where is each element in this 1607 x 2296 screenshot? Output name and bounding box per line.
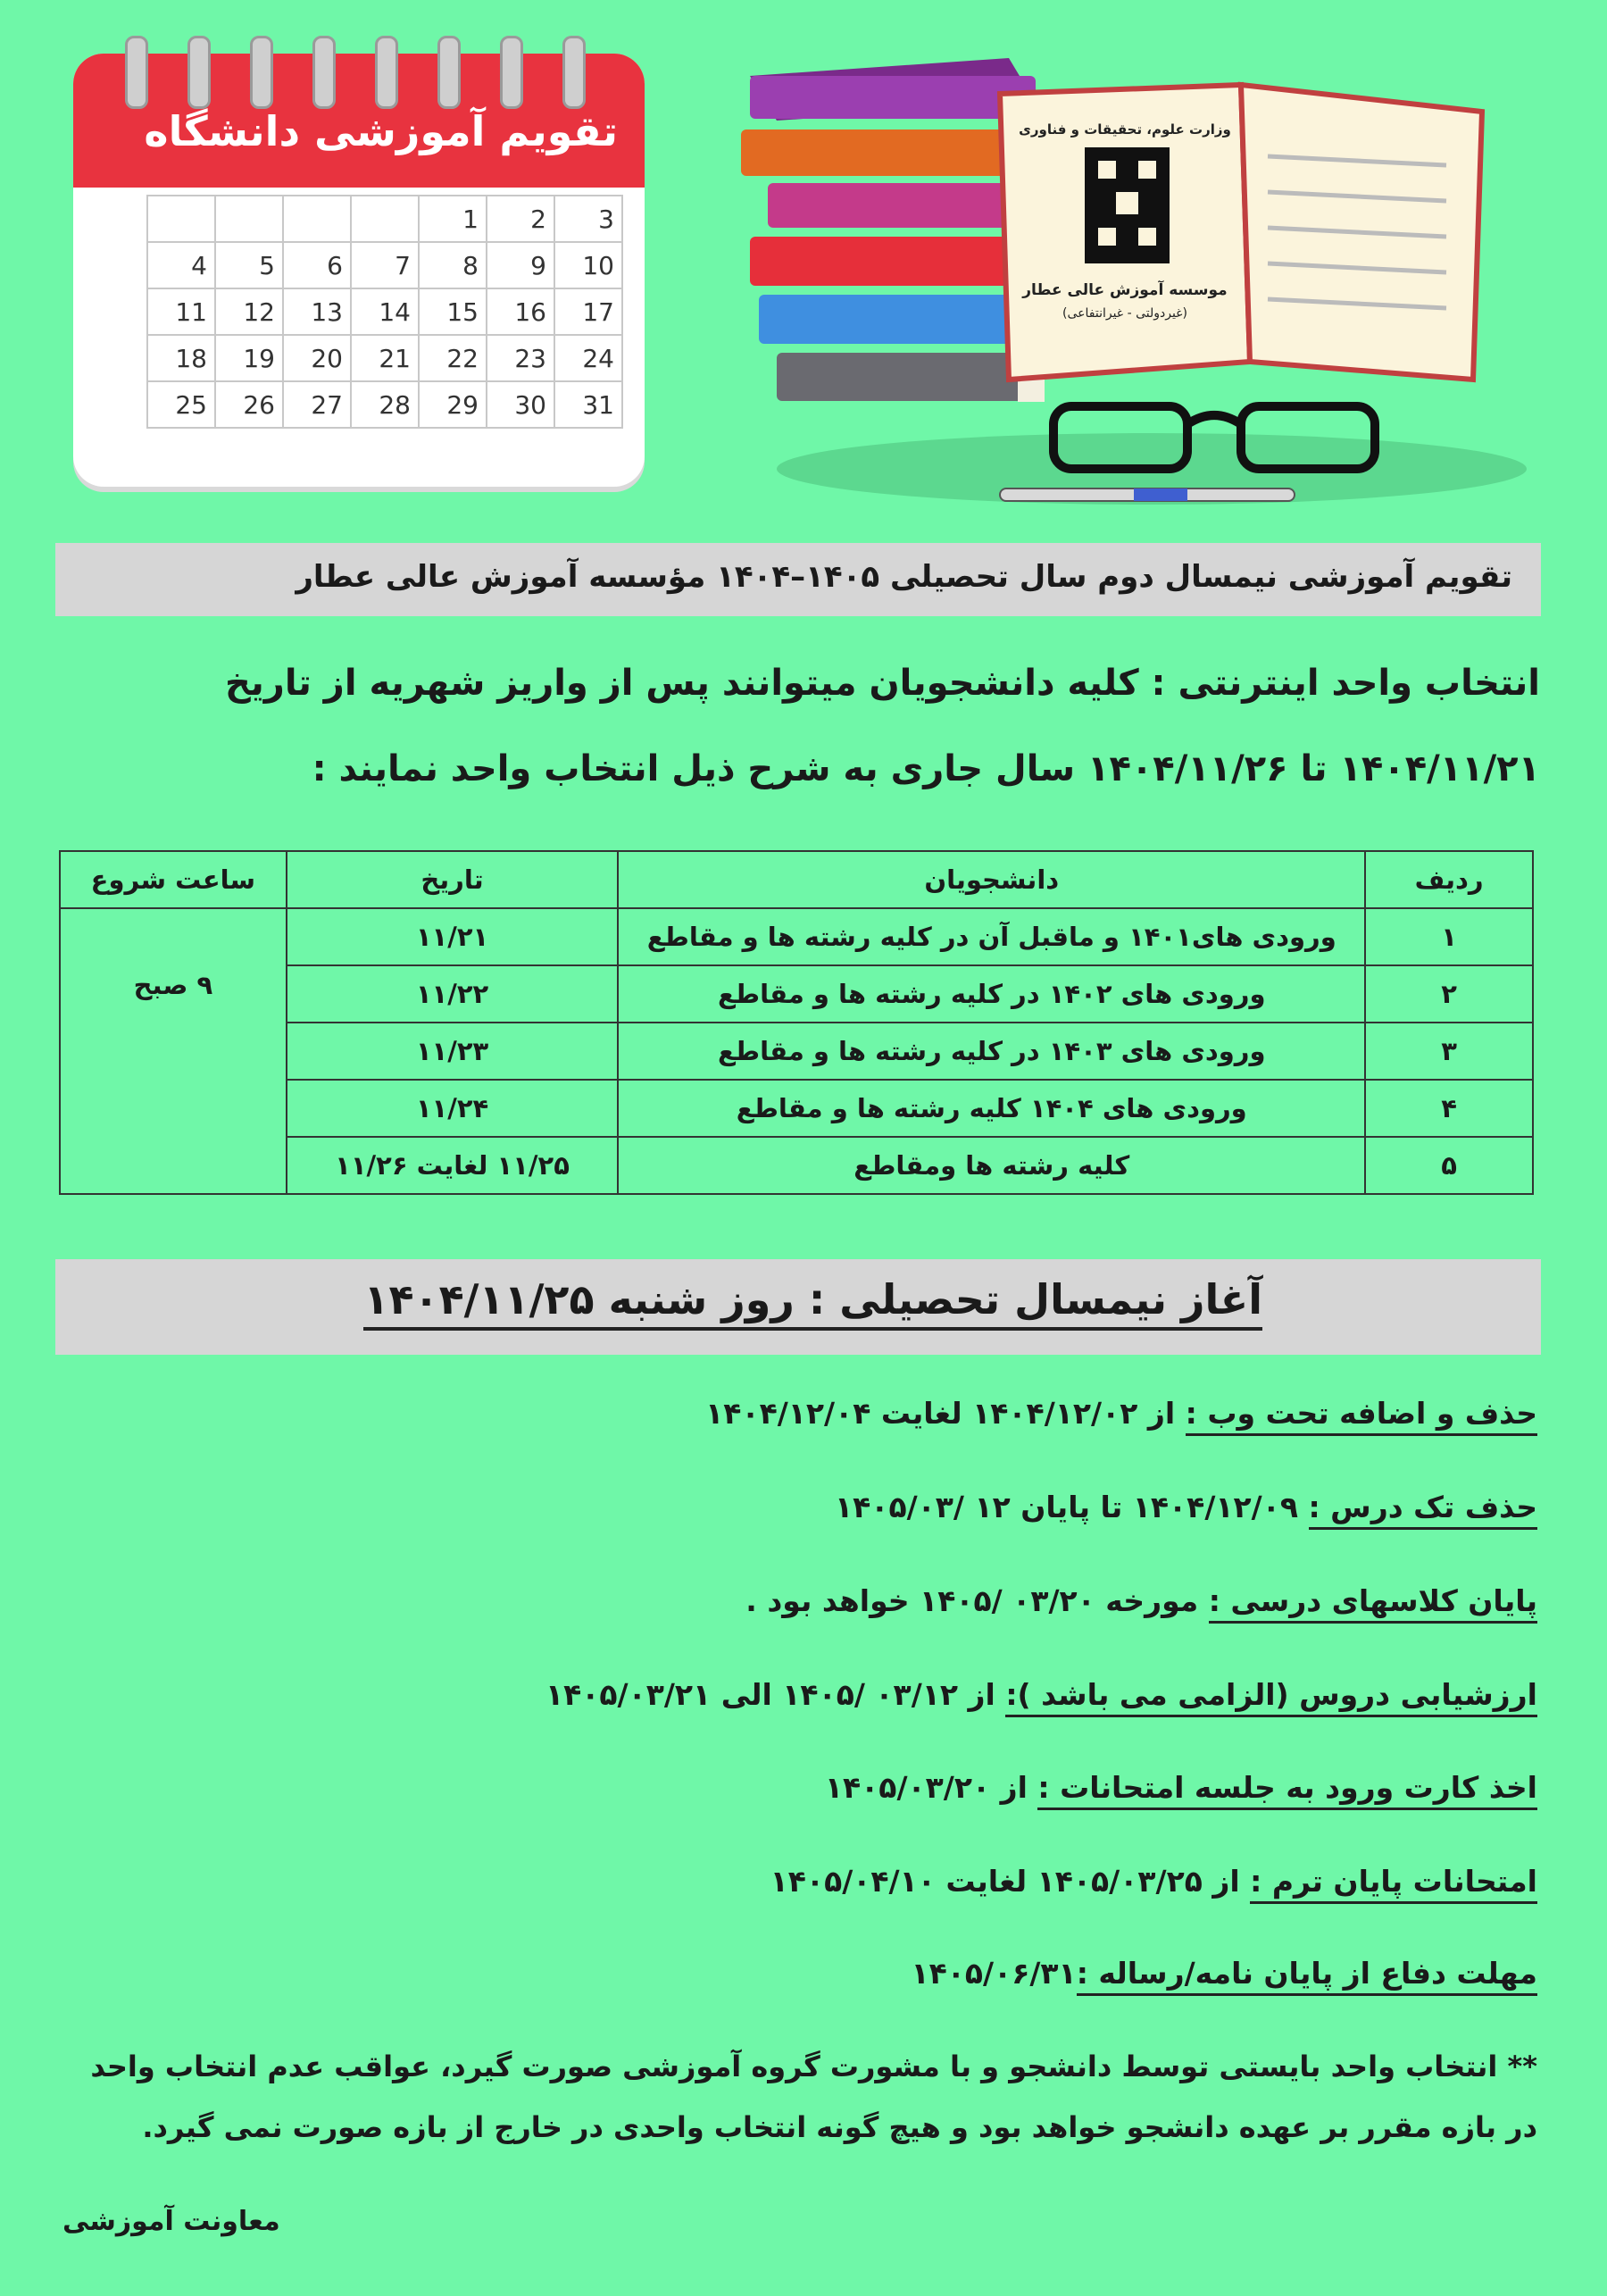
semester-start-text: آغاز نیمسال تحصیلی : روز شنبه ۱۴۰۴/۱۱/۲۵ <box>363 1275 1262 1331</box>
calendar-day: 28 <box>351 381 419 428</box>
item-value: از ۱۴۰۵/۰۳/۲۵ لغایت ۱۴۰۵/۰۴/۱۰ <box>770 1864 1251 1899</box>
calendar-day <box>147 196 215 242</box>
table-row <box>60 908 1533 965</box>
intro-line-1: انتخاب واحد اینترنتی : کلیه دانشجویان میتوانند پس از واریز شهریه از تاریخ <box>224 663 1540 704</box>
calendar-day: 31 <box>554 381 622 428</box>
calendar-day: 20 <box>283 335 351 381</box>
item-label: ارزشیابی دروس (الزامی می باشد ): <box>1005 1677 1537 1717</box>
logo-note-text: (غیردولتی - غیرانتفاعی) <box>1062 306 1187 321</box>
item-label: پایان کلاسهای درسی : <box>1209 1583 1537 1624</box>
calendar-week <box>147 196 622 242</box>
cell-row-number: ۴ <box>1365 1080 1533 1137</box>
cell-row-number: ۳ <box>1365 1023 1533 1080</box>
calendar-day: 26 <box>215 381 283 428</box>
calendar-ring-icon <box>312 36 336 109</box>
calendar-day: 15 <box>419 288 487 335</box>
calendar-day: 18 <box>147 335 215 381</box>
logo-institute-text: موسسه آموزش عالی عطار <box>1022 281 1228 299</box>
calendar-day: 24 <box>554 335 622 381</box>
calendar-day: 25 <box>147 381 215 428</box>
cell-date: ۱۱/۲۵ لغایت ۱۱/۲۶ <box>287 1137 619 1194</box>
logo-ministry-text: وزارت علوم، تحقیقات و فناوری <box>1019 121 1231 138</box>
info-item-classes-end <box>745 1583 1537 1618</box>
calendar-ring-icon <box>562 36 586 109</box>
cell-students: ورودی های۱۴۰۱ و ماقبل آن در کلیه رشته ها و مقاطع <box>618 908 1365 965</box>
cell-date: ۱۱/۲۱ <box>287 908 619 965</box>
calendar-day: 11 <box>147 288 215 335</box>
calendar-ring-icon <box>250 36 273 109</box>
calendar-ring-icon <box>437 36 461 109</box>
cell-row-number: ۲ <box>1365 965 1533 1023</box>
info-item-evaluation <box>545 1677 1537 1712</box>
calendar-day: 17 <box>554 288 622 335</box>
books-illustration <box>741 49 1562 513</box>
item-label: حذف و اضافه تحت وب : <box>1186 1396 1537 1436</box>
calendar-illustration <box>73 36 645 487</box>
calendar-week <box>147 381 622 428</box>
title-bar <box>55 543 1541 616</box>
calendar-ring-icon <box>500 36 523 109</box>
calendar-day: 23 <box>487 335 554 381</box>
calendar-day: 30 <box>487 381 554 428</box>
intro-line-2: ۱۴۰۴/۱۱/۲۱ تا ۱۴۰۴/۱۱/۲۶ سال جاری به شرح ذیل انتخاب واحد نمایند : <box>312 748 1540 789</box>
page-title: تقویم آموزشی نیمسال دوم سال تحصیلی ۱۴۰۵–۱۴۰۴ مؤسسه آموزش عالی عطار <box>296 559 1512 595</box>
calendar-day: 29 <box>419 381 487 428</box>
cell-date: ۱۱/۲۲ <box>287 965 619 1023</box>
calendar-day: 27 <box>283 381 351 428</box>
calendar-day: 3 <box>554 196 622 242</box>
calendar-day: 8 <box>419 242 487 288</box>
signature: معاونت آموزشی <box>62 2206 280 2237</box>
calendar-day: 21 <box>351 335 419 381</box>
calendar-ring-icon <box>187 36 211 109</box>
calendar-day: 4 <box>147 242 215 288</box>
note-line-2: در بازه مقرر بر عهده دانشجو خواهد بود و هیچ گونه انتخاب واحدی در خارج از بازه صورت نمی گیرد. <box>142 2110 1537 2144</box>
info-item-exam-card <box>825 1770 1537 1805</box>
calendar-day: 6 <box>283 242 351 288</box>
calendar-day: 5 <box>215 242 283 288</box>
calendar-day <box>215 196 283 242</box>
schedule-table <box>59 850 1534 1195</box>
info-item-final-exams <box>770 1864 1537 1899</box>
info-item-thesis-deadline <box>911 1956 1537 1991</box>
calendar-day: 7 <box>351 242 419 288</box>
info-item-single-drop <box>835 1490 1537 1524</box>
item-value: از ۱۴۰۵/۰۳/۲۰ <box>824 1770 1038 1805</box>
cell-row-number: ۵ <box>1365 1137 1533 1194</box>
item-label: حذف تک درس : <box>1309 1490 1538 1530</box>
cell-students: کلیه رشته ها ومقاطع <box>618 1137 1365 1194</box>
item-value: ۱۴۰۵/۰۶/۳۱ <box>911 1956 1077 1991</box>
calendar-ring-icon <box>125 36 148 109</box>
calendar-day: 13 <box>283 288 351 335</box>
calendar-week <box>147 335 622 381</box>
calendar-day: 19 <box>215 335 283 381</box>
calendar-day: 12 <box>215 288 283 335</box>
item-value: مورخه ۰۳/۲۰ /۱۴۰۵ خواهد بود . <box>745 1583 1209 1618</box>
header-row-number: ردیف <box>1365 851 1533 908</box>
item-value: ۱۴۰۴/۱۲/۰۹ تا پایان ۱۲ /۱۴۰۵/۰۳ <box>835 1490 1309 1524</box>
pen-icon <box>1000 488 1295 501</box>
calendar-day: 22 <box>419 335 487 381</box>
calendar-ring-icon <box>375 36 398 109</box>
item-label: امتحانات پایان ترم : <box>1250 1864 1537 1904</box>
item-label: اخذ کارت ورود به جلسه امتحانات : <box>1037 1770 1537 1810</box>
calendar-grid <box>146 195 623 429</box>
cell-date: ۱۱/۲۳ <box>287 1023 619 1080</box>
table-header-row <box>60 851 1533 908</box>
calendar-day <box>351 196 419 242</box>
cell-start-time: ۹ صبح <box>60 908 287 1194</box>
header-date: تاریخ <box>287 851 619 908</box>
calendar-day: 10 <box>554 242 622 288</box>
calendar-title: تقویم آموزشی دانشگاه <box>144 107 618 155</box>
calendar-day <box>283 196 351 242</box>
calendar-week <box>147 242 622 288</box>
item-label: مهلت دفاع از پایان نامه/رساله : <box>1077 1956 1537 1996</box>
cell-students: ورودی های ۱۴۰۳ در کلیه رشته ها و مقاطع <box>618 1023 1365 1080</box>
header-students: دانشجویان <box>618 851 1365 908</box>
calendar-day: 14 <box>351 288 419 335</box>
cell-students: ورودی های ۱۴۰۲ در کلیه رشته ها و مقاطع <box>618 965 1365 1023</box>
cell-date: ۱۱/۲۴ <box>287 1080 619 1137</box>
cell-row-number: ۱ <box>1365 908 1533 965</box>
item-value: از ۱۴۰۴/۱۲/۰۲ لغایت ۱۴۰۴/۱۲/۰۴ <box>705 1396 1186 1431</box>
info-item-add-drop <box>705 1396 1537 1431</box>
calendar-day: 9 <box>487 242 554 288</box>
calendar-week <box>147 288 622 335</box>
calendar-day: 1 <box>419 196 487 242</box>
cell-students: ورودی های ۱۴۰۴ کلیه رشته ها و مقاطع <box>618 1080 1365 1137</box>
calendar-day: 16 <box>487 288 554 335</box>
note-line-1: ** انتخاب واحد بایستی توسط دانشجو و با مشورت گروه آموزشی صورت گیرد، عواقب عدم انتخاب واحد <box>90 2050 1537 2083</box>
item-value: از ۰۳/۱۲ /۱۴۰۵ الی ۱۴۰۵/۰۳/۲۱ <box>545 1677 1006 1712</box>
semester-start-bar <box>55 1259 1541 1355</box>
calendar-day: 2 <box>487 196 554 242</box>
header-start-time: ساعت شروع <box>60 851 287 908</box>
